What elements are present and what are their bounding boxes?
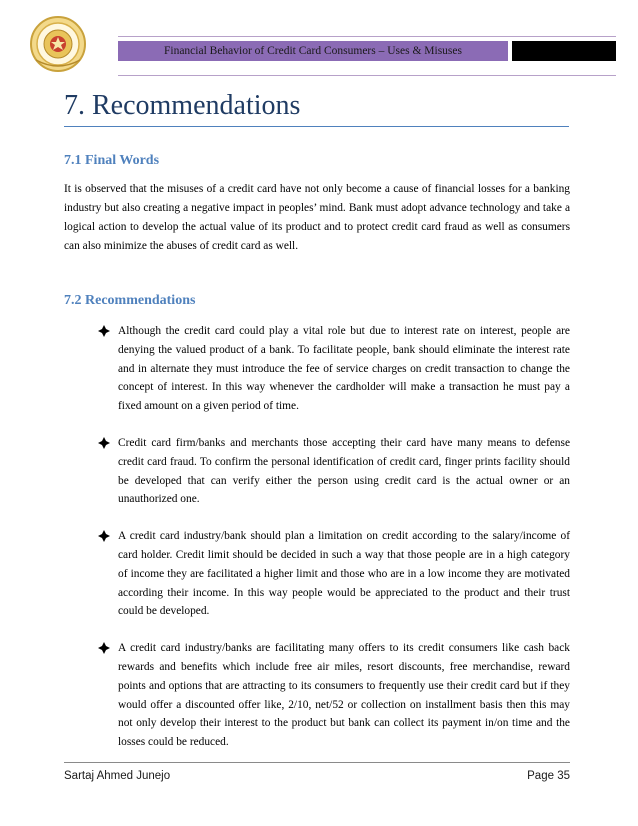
diamond-bullet-icon [98, 325, 110, 337]
section-heading: 7. Recommendations [64, 90, 301, 121]
final-words-heading: 7.1 Final Words [64, 153, 160, 168]
diamond-bullet-icon [98, 437, 110, 449]
recommendations-list [98, 322, 570, 752]
running-header-title: Financial Behavior of Credit Card Consumers – Uses & Misuses [118, 41, 508, 61]
list-item [98, 527, 570, 621]
footer-page-number: Page 35 [527, 770, 570, 782]
final-words-paragraph: It is observed that the misuses of a credit card have not only become a cause of financial losses for a banking industry but also creating a negative impact in peoples’ mind. Bank must adopt advance technology and take a logical action to develop the actual value of its product and to protect credit card fraud as well as consumers can also minimize the abuses of credit card as well. [64, 183, 570, 252]
header-band [118, 36, 616, 76]
list-item-text: Credit card firm/banks and merchants those accepting their card have many means to defense credit card fraud. To confirm the personal identification of credit card, finger prints facility should be developed that can verify either the person using credit card is the actual owner or an unauthorized one. [118, 436, 570, 506]
footer-rule [64, 762, 570, 763]
list-item-text: A credit card industry/bank should plan a limitation on credit according to the salary/income of card holder. Credit limit should be decided in such a way that those people are in a high category of income they are facilitated a higher limit and those who are in a low income they are motivated according their income. In this way people would be appreciated to the product and their trust could be developed. [118, 530, 570, 618]
list-item [98, 322, 570, 416]
list-item [98, 639, 570, 752]
header-black-tab [512, 41, 616, 61]
list-item [98, 434, 570, 509]
diamond-bullet-icon [98, 530, 110, 542]
page-header [22, 14, 617, 74]
list-item-text: Although the credit card could play a vital role but due to interest rate on interest, people are denying the valued product of a bank. To facilitate people, bank should eliminate the interest rate and in alternate they must introduce the fee of service charges on credit transaction to change the concept of interest. In this way whenever the cardholder will make a transaction he must pay a fixed amount on a given period of time. [118, 325, 570, 413]
list-item-text: A credit card industry/banks are facilitating many offers to its credit consumers like cash back rewards and benefits which include free air miles, resort discounts, free merchandise, reward points and options that are attracting to its consumers to frequently use their credit card but if they would offer a discounted offer like, 2/10, net/52 or collection on installment basis then this may not only develop their interest to the product but bank can collect its payment in/on time and the losses could be reduced. [118, 642, 570, 749]
heading-underline [64, 126, 569, 127]
recommendations-heading: 7.2 Recommendations [64, 293, 196, 308]
footer-author: Sartaj Ahmed Junejo [64, 770, 171, 782]
diamond-bullet-icon [98, 642, 110, 654]
university-seal-icon [22, 14, 94, 74]
